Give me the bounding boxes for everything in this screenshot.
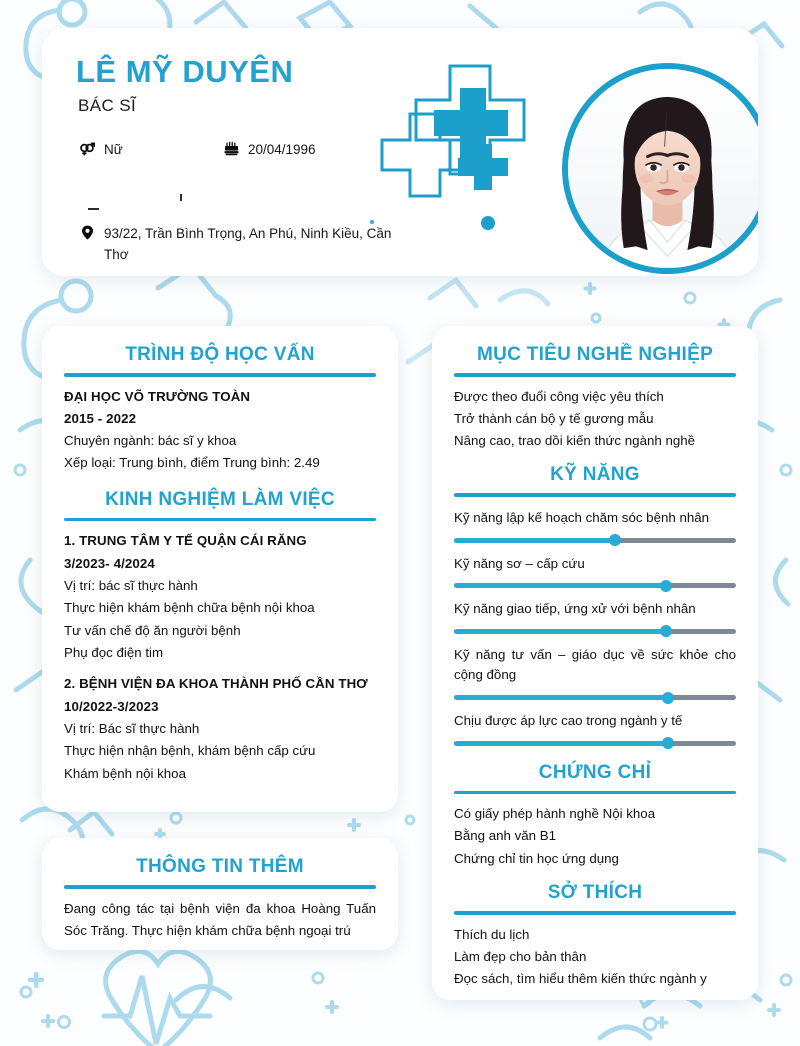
skill-knob[interactable] <box>662 692 674 704</box>
experience-period: 10/2022-3/2023 <box>64 698 159 714</box>
title-rule <box>454 493 736 497</box>
skill-knob[interactable] <box>609 534 621 546</box>
more-info-text: Đang công tác tại bệnh viện đa khoa Hoàng Tuấn Sóc Trăng. Thực hiện khám chữa bệnh ngoại trú <box>64 900 376 938</box>
title-rule <box>454 791 736 795</box>
dob-value: 20/04/1996 <box>248 142 316 157</box>
experience-bullet: Thực hiện khám bệnh chữa bệnh nội khoa <box>64 600 315 616</box>
skill-fill <box>454 695 668 700</box>
skill-slider[interactable] <box>454 583 736 588</box>
page-title: LÊ MỸ DUYÊN <box>76 54 294 89</box>
portrait-photo <box>568 69 758 268</box>
skill-slider[interactable] <box>454 741 736 746</box>
experience-bullet: Thực hiện nhận bệnh, khám bệnh cấp cứu <box>64 743 316 759</box>
gender-icon <box>80 140 95 157</box>
location-pin-icon <box>80 224 95 241</box>
experience-item <box>64 530 376 664</box>
address-row <box>80 224 400 266</box>
section-title-more-info: THÔNG TIN THÊM <box>136 856 304 877</box>
section-title-skills: KỸ NĂNG <box>550 464 640 486</box>
education-line: Xếp loại: Trung bình, điểm Trung bình: 2.49 <box>64 455 320 471</box>
experience-company: 1. TRUNG TÂM Y TẾ QUẬN CÁI RĂNG <box>64 533 307 549</box>
section-title-education: TRÌNH ĐỘ HỌC VẤN <box>125 344 315 365</box>
hobby-line: Làm đẹp cho bản thân <box>454 948 587 964</box>
title-rule <box>454 373 736 377</box>
certificate-line: Bằng anh văn B1 <box>454 828 557 844</box>
skill-label: Kỹ năng giao tiếp, ứng xử với bệnh nhân <box>454 601 696 617</box>
skill-label: Chịu được áp lực cao trong ngành y tế <box>454 713 683 729</box>
skill-item <box>454 645 736 700</box>
title-rule <box>64 885 376 889</box>
address-value: 93/22, Trần Bình Trọng, An Phú, Ninh Kiều, Cần Thơ <box>104 226 392 262</box>
experience-bullet: Vị trí: Bác sĩ thực hành <box>64 720 200 736</box>
right-column-card <box>432 326 758 1000</box>
section-title-certificates: CHỨNG CHỈ <box>538 761 652 783</box>
skill-knob[interactable] <box>660 580 672 592</box>
skill-fill <box>454 741 668 746</box>
skill-item <box>454 711 736 746</box>
gender-value: Nữ <box>104 142 123 157</box>
experience-bullet: Khám bệnh nội khoa <box>64 765 186 781</box>
avatar <box>562 63 758 274</box>
skill-knob[interactable] <box>662 737 674 749</box>
skill-slider[interactable] <box>454 538 736 543</box>
education-years: 2015 - 2022 <box>64 410 137 426</box>
skill-fill <box>454 629 666 634</box>
skill-label: Kỹ năng sơ – cấp cứu <box>454 555 585 571</box>
experience-company: 2. BỆNH VIỆN ĐA KHOA THÀNH PHỐ CẦN THƠ <box>64 676 368 692</box>
certificate-line: Chứng chỉ tin học ứng dụng <box>454 850 619 866</box>
title-rule <box>64 518 376 522</box>
skill-fill <box>454 583 666 588</box>
title-rule <box>64 373 376 377</box>
birthday-cake-icon <box>224 140 239 157</box>
skill-fill <box>454 538 615 543</box>
more-info-card <box>42 838 398 950</box>
skill-slider[interactable] <box>454 629 736 634</box>
education-school: ĐẠI HỌC VÕ TRƯỜNG TOÀN <box>64 388 251 404</box>
skill-item <box>454 508 736 543</box>
section-title-hobbies: SỞ THÍCH <box>547 882 643 904</box>
experience-bullet: Vị trí: bác sĩ thực hành <box>64 577 198 593</box>
skill-label: Kỹ năng tư vấn – giáo dục về sức khỏe cho cộng đồng <box>454 646 736 683</box>
experience-bullet: Tư vấn chế độ ăn người bệnh <box>64 622 241 638</box>
skill-item <box>454 599 736 634</box>
experience-bullet: Phụ đọc điện tim <box>64 644 164 660</box>
experience-period: 3/2023- 4/2024 <box>64 555 155 571</box>
hobby-line: Đọc sách, tìm hiểu thêm kiến thức ngành y <box>454 971 707 987</box>
career-goal-line: Nâng cao, trao dồi kiến thức ngành nghề <box>454 433 696 449</box>
career-goal-line: Được theo đuổi công việc yêu thích <box>454 388 664 404</box>
education-experience-card <box>42 326 398 812</box>
skill-slider[interactable] <box>454 695 736 700</box>
career-goal-line: Trở thành cán bộ y tế gương mẫu <box>454 410 654 426</box>
header-card <box>42 28 758 276</box>
skill-label: Kỹ năng lập kế hoạch chăm sóc bệnh nhân <box>454 509 710 525</box>
certificate-line: Có giấy phép hành nghề Nội khoa <box>454 806 656 822</box>
dob-row <box>224 140 316 161</box>
experience-item <box>64 673 376 785</box>
skill-knob[interactable] <box>660 625 672 637</box>
job-title: BÁC SĨ <box>78 96 137 115</box>
title-rule <box>454 911 736 915</box>
skill-item <box>454 554 736 589</box>
education-line: Chuyên ngành: bác sĩ y khoa <box>64 433 237 449</box>
section-title-experience: KINH NGHIỆM LÀM VIỆC <box>105 488 335 510</box>
gender-row <box>80 140 123 161</box>
hobby-line: Thích du lịch <box>454 926 530 942</box>
spacer <box>64 664 376 673</box>
section-title-career-goal: MỤC TIÊU NGHỀ NGHIỆP <box>476 344 714 365</box>
